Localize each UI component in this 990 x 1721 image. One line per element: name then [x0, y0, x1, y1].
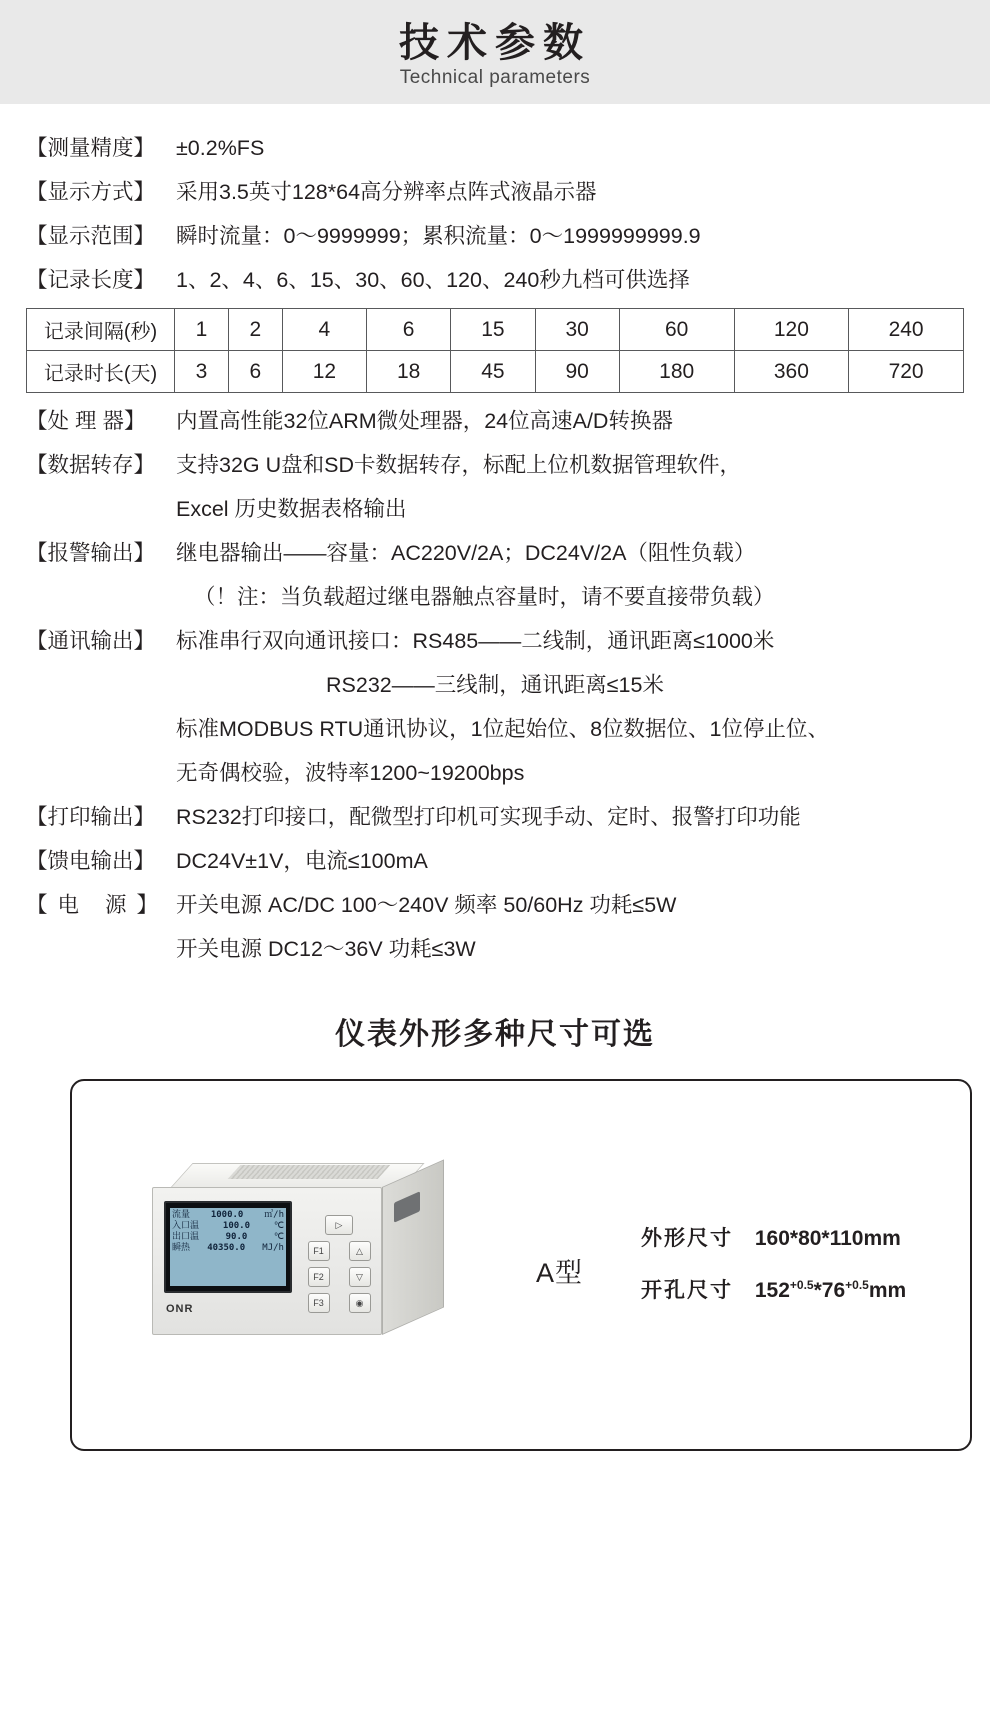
key-enter-icon[interactable]: ◉ [349, 1293, 371, 1313]
spec-row [26, 531, 964, 575]
dimension-label: 开孔尺寸 [641, 1279, 734, 1302]
spec-note: （！注：当负载超过继电器触点容量时，请不要直接带负载） [194, 585, 775, 609]
cell: 180 [619, 351, 734, 393]
lcd-name: 流量 [172, 1210, 191, 1220]
spec-value: 瞬时流量：0～9999999；累积流量：0～1999999999.9 [176, 224, 701, 248]
dimension-row [641, 1262, 906, 1314]
table-row [27, 309, 964, 351]
lcd-line [172, 1221, 284, 1232]
spec-label: 【电 源】 [26, 893, 168, 917]
cell: 90 [535, 351, 619, 393]
cell: 6 [367, 309, 451, 351]
spec-value: ±0.2%FS [176, 136, 265, 160]
spec-label: 【馈电输出】 [26, 849, 156, 873]
cell: 2 [228, 309, 282, 351]
cell: 45 [451, 351, 535, 393]
spec-value: 内置高性能32位ARM微处理器，24位高速A/D转换器 [176, 409, 673, 433]
device-side-face [382, 1159, 444, 1335]
spec-value: DC24V±1V，电流≤100mA [176, 849, 428, 873]
spec-row [26, 126, 964, 170]
dimension-value: 160*80*110mm [754, 1227, 901, 1250]
dimension-label: 外形尺寸 [641, 1227, 734, 1250]
spec-label: 【测量精度】 [26, 136, 156, 160]
cell: 720 [849, 351, 964, 393]
spec-label: 【显示方式】 [26, 180, 156, 204]
device-top-label [228, 1165, 391, 1179]
spec-row [26, 619, 964, 663]
spec-value-continued: 无奇偶校验，波特率1200~19200bps [176, 761, 525, 785]
spec-row [26, 170, 964, 214]
spec-value: 开关电源 AC/DC 100～240V 频率 50/60Hz 功耗≤5W [176, 893, 677, 917]
page-title: 技术参数 [399, 21, 591, 65]
cell: 18 [367, 351, 451, 393]
cell: 4 [282, 309, 366, 351]
dimension-tolerance2: +0.5 [845, 1278, 869, 1292]
lcd-name: 出口温 [172, 1232, 200, 1242]
spec-label: 【通讯输出】 [26, 629, 156, 653]
dimension-value2: *76 [813, 1279, 846, 1302]
dimension-tolerance: +0.5 [789, 1278, 814, 1292]
key-f3[interactable]: F3 [308, 1293, 330, 1313]
device-screen [164, 1201, 292, 1293]
cell: 6 [228, 351, 282, 393]
lcd-line [172, 1243, 284, 1254]
spec-label: 【数据转存】 [26, 453, 156, 477]
spec-row [26, 258, 964, 302]
spec-row [26, 399, 964, 443]
key-right-icon[interactable]: ▷ [325, 1215, 353, 1235]
spec-label: 【显示范围】 [26, 224, 156, 248]
spec-value-continued: 标准MODBUS RTU通讯协议，1位起始位、8位数据位、1位停止位、 [176, 717, 830, 741]
spec-value: 采用3.5英寸128*64高分辨率点阵式液晶示器 [176, 180, 597, 204]
lcd-value: 90.0 [225, 1232, 248, 1242]
dimension-unit: mm [868, 1279, 907, 1302]
lcd-display [170, 1208, 286, 1286]
key-f1[interactable]: F1 [308, 1241, 330, 1261]
spec-row [26, 883, 964, 927]
spec-value-continued: Excel 历史数据表格输出 [176, 497, 407, 521]
lcd-value: 1000.0 [210, 1210, 244, 1220]
dimension-list [641, 1216, 906, 1314]
model-label: A型 [536, 1257, 584, 1288]
spec-value: 标准串行双向通讯接口：RS485——二线制，通讯距离≤1000米 [176, 629, 775, 653]
table-row [27, 351, 964, 393]
lcd-value: 40350.0 [207, 1243, 246, 1253]
brand-logo: ONR [166, 1303, 194, 1315]
spec-row [26, 443, 964, 487]
page-header [0, 0, 990, 104]
dimension-row [641, 1216, 906, 1262]
lcd-name: 瞬热 [172, 1243, 191, 1253]
lcd-unit: ㎥/h [264, 1210, 284, 1220]
spec-value: 支持32G U盘和SD卡数据转存，标配上位机数据管理软件， [176, 453, 742, 477]
lcd-line [172, 1210, 284, 1221]
spec-value: RS232打印接口，配微型打印机可实现手动、定时、报警打印功能 [176, 805, 801, 829]
spec-row [26, 839, 964, 883]
spec-value-continued: 开关电源 DC12～36V 功耗≤3W [176, 937, 476, 961]
lcd-name: 入口温 [172, 1221, 200, 1231]
spec-value: 1、2、4、6、15、30、60、120、240秒九档可供选择 [176, 268, 690, 292]
spec-row [26, 795, 964, 839]
product-photo-card [70, 1079, 972, 1451]
cell: 12 [282, 351, 366, 393]
section-title: 仪表外形多种尺寸可选 [335, 1018, 655, 1051]
device-keypad [302, 1205, 376, 1323]
record-length-table [26, 308, 964, 393]
key-up-icon[interactable]: △ [349, 1241, 371, 1261]
cell: 120 [734, 309, 849, 351]
cell: 60 [619, 309, 734, 351]
cell: 360 [734, 351, 849, 393]
cell: 1 [175, 309, 229, 351]
row-header: 记录间隔(秒) [27, 309, 175, 351]
spec-row [26, 214, 964, 258]
lcd-value: 100.0 [222, 1221, 250, 1231]
row-header: 记录时长(天) [27, 351, 175, 393]
cell: 240 [849, 309, 964, 351]
lcd-unit: MJ/h [262, 1243, 284, 1253]
spec-value: 继电器输出——容量：AC220V/2A；DC24V/2A（阻性负载） [176, 541, 756, 565]
spec-content [0, 104, 990, 1451]
lcd-unit: ℃ [273, 1232, 284, 1242]
device-illustration [112, 1135, 512, 1395]
key-f2[interactable]: F2 [308, 1267, 330, 1287]
spec-label: 【打印输出】 [26, 805, 156, 829]
cell: 15 [451, 309, 535, 351]
lcd-unit: ℃ [273, 1221, 284, 1231]
dimension-value: 152 [754, 1279, 790, 1302]
cell: 30 [535, 309, 619, 351]
spec-label: 【处 理 器】 [26, 409, 146, 433]
spec-value-continued: RS232——三线制，通讯距离≤15米 [326, 673, 664, 697]
page-subtitle: Technical parameters [399, 67, 591, 88]
lcd-line [172, 1232, 284, 1243]
key-down-icon[interactable]: ▽ [349, 1267, 371, 1287]
cell: 3 [175, 351, 229, 393]
spec-label: 【报警输出】 [26, 541, 156, 565]
spec-label: 【记录长度】 [26, 268, 156, 292]
